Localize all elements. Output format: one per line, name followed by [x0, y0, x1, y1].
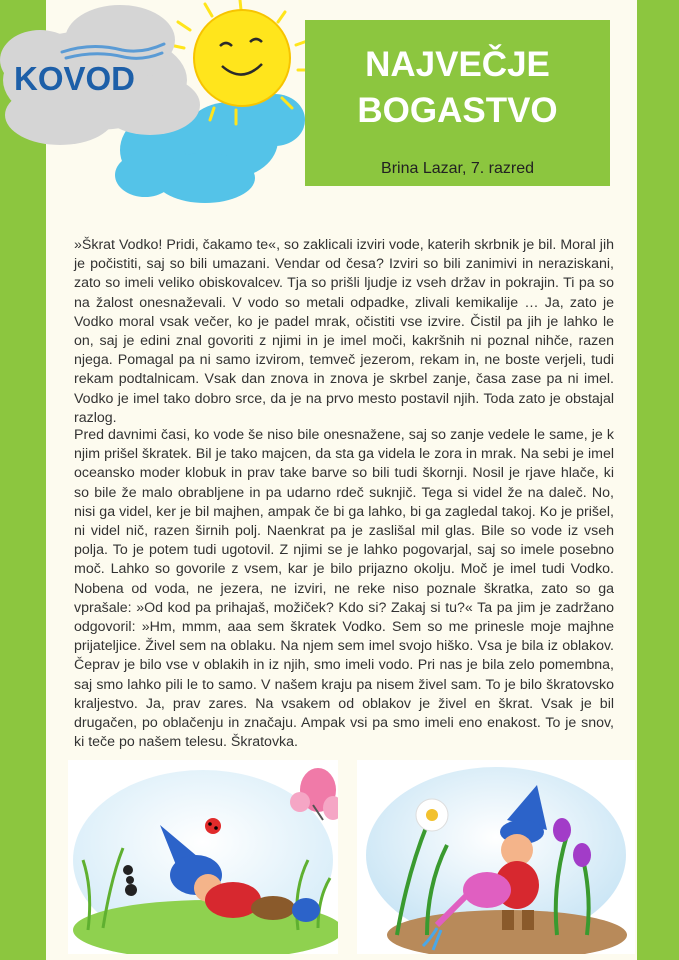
kovod-logo: [14, 58, 174, 98]
title-box: [305, 20, 610, 186]
story-paragraph-2: Pred davnimi časi, ko vode še niso bile onesnažene, saj so zanje vedele le same, je k njim prišel škratek. Bil je tako majcen, da sta ga videla le zora in mrak. Na sebi je imel oceansko moder klobuk in prav take barve so bili tudi škornji. Nosil je rjave hlače, ki so bile že malo obrabljene in pa udarno rdeč suknjič. Tega si videl že na daleč. No, nisi ga videl, ker je bil majhen, ampak če bi ga lahko, bi ga zagledal takoj. Ko je prišel, ni videl nič, razen širnih polj. Naenkrat pa je zaslišal mil glas. Bile so vode iz vseh polja. To je potem tudi ugotovil. Z njimi se je lahko pogovarjal, saj so imele posebno moč. Lahko so govorile z vsem, kar je bilo prijazno okolju. Moč je imel tudi Vodko. Nobena od voda, ne jezera, ne izviri, ne reke niso poznale škratka, zato so ga vprašale: »Od kod pa prihajaš, možiček? Kdo si? Zakaj si tu?« Ta pa jim je zadržano odgovoril: »Hm, mmm, aaa sem škratek Vodko. Sem so me prinesle moje majhne prijateljice. Živel sem na oblaku. Na njem sem imel svojo hiško. Vsa je bila iz oblakov. Čeprav je bilo vse v oblakih in iz njih, smo imeli vodo. Pri nas je bila zelo pomembna, saj smo lahko pili le to samo. V našem kraju pa nisem živel sam. To je bilo škratovsko kraljestvo. Ja, prav zares. Na vsakem od oblakov je živel en škrat. Vsak je bil drugačen, po oblačenju in značaju. Ampak vsi pa smo imeli eno enakost. To je snov, ki teče po našem telesu. Škratovka.: [74, 427, 614, 751]
sun-cloud-illustration: [0, 0, 330, 210]
title-line-1: NAJVEČJE: [365, 45, 550, 84]
right-green-border: [637, 0, 679, 960]
gnome-lying-in-grass-illustration: [68, 760, 338, 954]
page-title: [305, 42, 610, 134]
author-line: Brina Lazar, 7. razred: [381, 160, 534, 177]
gnome-watering-flowers-illustration: [357, 760, 635, 954]
story-paragraph-1: »Škrat Vodko! Pridi, čakamo te«, so zaklicali izviri vode, katerih skrbnik je bil. Moral jih je počistiti, saj so bili umazani. Vendar od česa? Izviri so bili zanimivi in neraziskani, zato so imeli veliko obiskovalcev. Tja so prišli ljudje iz vseh držav in pokrajin. Ti pa so na žalost onesnaževali. V vodo so metali odpadke, zlivali kemikalije … Ja, zato je Vodko moral vsak večer, ko je padel mrak, očistiti vse izvire. Čistil pa jih je lahko le on, saj je edini znal govoriti z njimi in je imel moči, kakršnih ni poznal nihče, razen njega. Pomagal pa ni samo izvirom, temveč jezerom, rekam in, ne boste verjeli, tudi rekam podtalnicam. Vsak dan znova in znova je skrbel zanje, časa zase pa ni imel. Vodko je imel tako dobro srce, da je na prvo mesto postavil njih. Toda zato je obstajal razlog.: [74, 237, 614, 426]
ladybug-icon: [205, 818, 221, 834]
daisy-icon: [416, 799, 448, 831]
sun-icon: [194, 10, 290, 106]
title-line-2: BOGASTVO: [357, 91, 558, 130]
logo-text: KOVOD: [14, 60, 136, 97]
